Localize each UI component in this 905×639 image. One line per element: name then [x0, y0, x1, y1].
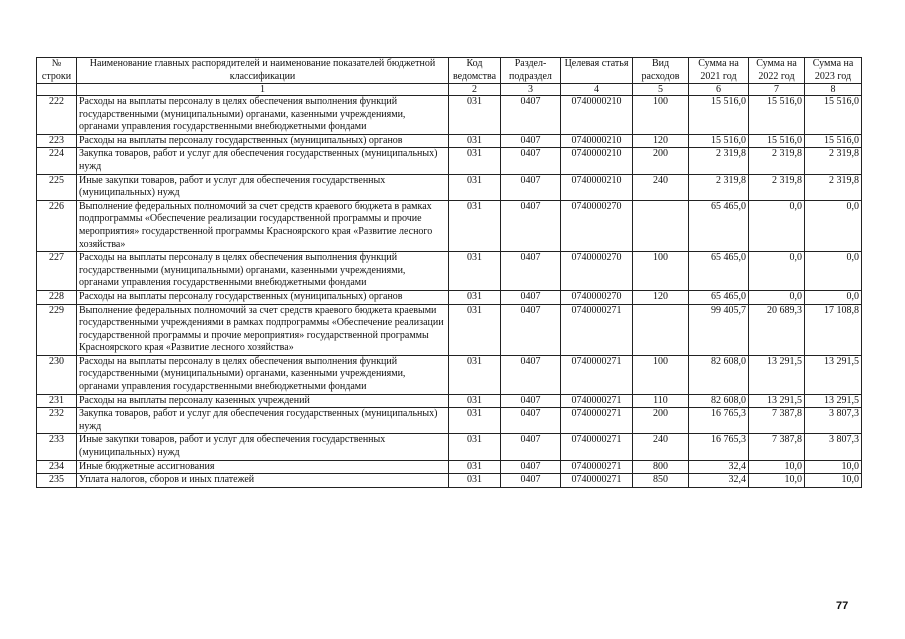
- dept-code-cell: 031: [449, 134, 501, 148]
- row-number-cell: 222: [37, 96, 77, 135]
- name-cell: Иные закупки товаров, работ и услуг для обеспечения государственных (муниципальных) нужд: [77, 434, 449, 460]
- expense-type-cell: 240: [633, 434, 689, 460]
- row-number-cell: 233: [37, 434, 77, 460]
- sum-2021-cell: 65 465,0: [689, 252, 749, 291]
- expense-type-cell: 200: [633, 408, 689, 434]
- column-number: 8: [805, 84, 862, 96]
- sum-2022-cell: 2 319,8: [749, 148, 805, 174]
- sum-2022-cell: 7 387,8: [749, 408, 805, 434]
- section-cell: 0407: [501, 174, 561, 200]
- expense-type-cell: 800: [633, 460, 689, 474]
- table-row: [37, 408, 862, 434]
- row-number-cell: 225: [37, 174, 77, 200]
- dept-code-cell: 031: [449, 460, 501, 474]
- dept-code-cell: 031: [449, 304, 501, 355]
- column-number-row: [37, 84, 862, 96]
- dept-code-cell: 031: [449, 252, 501, 291]
- column-number: [37, 84, 77, 96]
- sum-2021-cell: 16 765,3: [689, 408, 749, 434]
- row-number-cell: 231: [37, 394, 77, 408]
- column-number: 7: [749, 84, 805, 96]
- table-row: [37, 304, 862, 355]
- target-cell: 0740000271: [561, 474, 633, 488]
- dept-code-cell: 031: [449, 434, 501, 460]
- header-section: Раздел-подраздел: [501, 58, 561, 84]
- sum-2022-cell: 15 516,0: [749, 96, 805, 135]
- sum-2022-cell: 13 291,5: [749, 355, 805, 394]
- table-row: [37, 148, 862, 174]
- table-row: [37, 460, 862, 474]
- dept-code-cell: 031: [449, 394, 501, 408]
- sum-2021-cell: 99 405,7: [689, 304, 749, 355]
- target-cell: 0740000210: [561, 148, 633, 174]
- sum-2023-cell: 17 108,8: [805, 304, 862, 355]
- section-cell: 0407: [501, 460, 561, 474]
- section-cell: 0407: [501, 304, 561, 355]
- sum-2023-cell: 10,0: [805, 474, 862, 488]
- section-cell: 0407: [501, 408, 561, 434]
- table-row: [37, 134, 862, 148]
- column-number: 2: [449, 84, 501, 96]
- sum-2023-cell: 15 516,0: [805, 96, 862, 135]
- expense-type-cell: [633, 304, 689, 355]
- sum-2023-cell: 2 319,8: [805, 148, 862, 174]
- dept-code-cell: 031: [449, 96, 501, 135]
- sum-2022-cell: 0,0: [749, 252, 805, 291]
- expense-type-cell: 100: [633, 355, 689, 394]
- row-number-cell: 223: [37, 134, 77, 148]
- row-number-cell: 234: [37, 460, 77, 474]
- section-cell: 0407: [501, 148, 561, 174]
- expense-type-cell: 100: [633, 252, 689, 291]
- sum-2022-cell: 2 319,8: [749, 174, 805, 200]
- name-cell: Расходы на выплаты персоналу казенных учреждений: [77, 394, 449, 408]
- section-cell: 0407: [501, 96, 561, 135]
- table-row: [37, 252, 862, 291]
- row-number-cell: 232: [37, 408, 77, 434]
- table-row: [37, 474, 862, 488]
- name-cell: Расходы на выплаты персоналу в целях обеспечения выполнения функций государственными (муниципальными) органами, казенными учреждениями, органами управления государственными внебюджетными фондами: [77, 355, 449, 394]
- section-cell: 0407: [501, 434, 561, 460]
- expense-type-cell: 100: [633, 96, 689, 135]
- sum-2023-cell: 13 291,5: [805, 394, 862, 408]
- header-sum-2022: Сумма на 2022 год: [749, 58, 805, 84]
- name-cell: Закупка товаров, работ и услуг для обеспечения государственных (муниципальных) нужд: [77, 408, 449, 434]
- target-cell: 0740000270: [561, 252, 633, 291]
- column-number: 3: [501, 84, 561, 96]
- sum-2021-cell: 82 608,0: [689, 394, 749, 408]
- sum-2023-cell: 3 807,3: [805, 434, 862, 460]
- row-number-cell: 235: [37, 474, 77, 488]
- dept-code-cell: 031: [449, 174, 501, 200]
- table-row: [37, 174, 862, 200]
- expense-type-cell: 240: [633, 174, 689, 200]
- sum-2022-cell: 10,0: [749, 474, 805, 488]
- sum-2021-cell: 2 319,8: [689, 174, 749, 200]
- section-cell: 0407: [501, 290, 561, 304]
- row-number-cell: 226: [37, 200, 77, 251]
- name-cell: Выполнение федеральных полномочий за счет средств краевого бюджета краевыми государственными учреждениями в рамках подпрограммы «Обеспечение реализации государственной программы и прочие мероприятия» государственной программы Красноярского края «Развитие лесного хозяйства»: [77, 304, 449, 355]
- name-cell: Уплата налогов, сборов и иных платежей: [77, 474, 449, 488]
- sum-2021-cell: 32,4: [689, 460, 749, 474]
- sum-2023-cell: 10,0: [805, 460, 862, 474]
- name-cell: Выполнение федеральных полномочий за счет средств краевого бюджета в рамках подпрограммы «Обеспечение реализации государственной программы и прочие мероприятия» государственной программы Красноярского края «Развитие лесного хозяйства»: [77, 200, 449, 251]
- table-row: [37, 434, 862, 460]
- section-cell: 0407: [501, 394, 561, 408]
- target-cell: 0740000210: [561, 134, 633, 148]
- sum-2023-cell: 13 291,5: [805, 355, 862, 394]
- dept-code-cell: 031: [449, 148, 501, 174]
- column-number: 6: [689, 84, 749, 96]
- dept-code-cell: 031: [449, 290, 501, 304]
- sum-2022-cell: 10,0: [749, 460, 805, 474]
- name-cell: Расходы на выплаты персоналу государственных (муниципальных) органов: [77, 134, 449, 148]
- name-cell: Расходы на выплаты персоналу в целях обеспечения выполнения функций государственными (муниципальными) органами, казенными учреждениями, органами управления государственными внебюджетными фондами: [77, 96, 449, 135]
- sum-2021-cell: 65 465,0: [689, 200, 749, 251]
- sum-2023-cell: 0,0: [805, 200, 862, 251]
- sum-2021-cell: 32,4: [689, 474, 749, 488]
- column-number: 4: [561, 84, 633, 96]
- dept-code-cell: 031: [449, 474, 501, 488]
- target-cell: 0740000271: [561, 460, 633, 474]
- sum-2023-cell: 2 319,8: [805, 174, 862, 200]
- target-cell: 0740000270: [561, 200, 633, 251]
- target-cell: 0740000270: [561, 290, 633, 304]
- table-row: [37, 355, 862, 394]
- row-number-cell: 224: [37, 148, 77, 174]
- name-cell: Закупка товаров, работ и услуг для обеспечения государственных (муниципальных) нужд: [77, 148, 449, 174]
- sum-2021-cell: 2 319,8: [689, 148, 749, 174]
- expense-type-cell: 110: [633, 394, 689, 408]
- header-dept-code: Код ведомства: [449, 58, 501, 84]
- sum-2022-cell: 7 387,8: [749, 434, 805, 460]
- expense-type-cell: 850: [633, 474, 689, 488]
- sum-2022-cell: 15 516,0: [749, 134, 805, 148]
- column-number: 5: [633, 84, 689, 96]
- header-expense-type: Вид расходов: [633, 58, 689, 84]
- section-cell: 0407: [501, 134, 561, 148]
- section-cell: 0407: [501, 200, 561, 251]
- expense-type-cell: 120: [633, 134, 689, 148]
- sum-2021-cell: 82 608,0: [689, 355, 749, 394]
- target-cell: 0740000210: [561, 174, 633, 200]
- table-row: [37, 200, 862, 251]
- header-row: [37, 58, 862, 84]
- sum-2022-cell: 0,0: [749, 200, 805, 251]
- sum-2021-cell: 15 516,0: [689, 96, 749, 135]
- section-cell: 0407: [501, 474, 561, 488]
- dept-code-cell: 031: [449, 200, 501, 251]
- sum-2021-cell: 65 465,0: [689, 290, 749, 304]
- header-target: Целевая статья: [561, 58, 633, 84]
- dept-code-cell: 031: [449, 355, 501, 394]
- dept-code-cell: 031: [449, 408, 501, 434]
- sum-2021-cell: 16 765,3: [689, 434, 749, 460]
- row-number-cell: 228: [37, 290, 77, 304]
- target-cell: 0740000271: [561, 355, 633, 394]
- header-sum-2021: Сумма на 2021 год: [689, 58, 749, 84]
- expense-type-cell: 200: [633, 148, 689, 174]
- sum-2023-cell: 3 807,3: [805, 408, 862, 434]
- sum-2023-cell: 0,0: [805, 290, 862, 304]
- sum-2023-cell: 15 516,0: [805, 134, 862, 148]
- target-cell: 0740000271: [561, 394, 633, 408]
- table-row: [37, 290, 862, 304]
- table-row: [37, 96, 862, 135]
- name-cell: Расходы на выплаты персоналу государственных (муниципальных) органов: [77, 290, 449, 304]
- header-row-no: № строки: [37, 58, 77, 84]
- target-cell: 0740000210: [561, 96, 633, 135]
- sum-2022-cell: 0,0: [749, 290, 805, 304]
- section-cell: 0407: [501, 252, 561, 291]
- header-sum-2023: Сумма на 2023 год: [805, 58, 862, 84]
- name-cell: Иные закупки товаров, работ и услуг для обеспечения государственных (муниципальных) нужд: [77, 174, 449, 200]
- target-cell: 0740000271: [561, 408, 633, 434]
- target-cell: 0740000271: [561, 304, 633, 355]
- header-name: Наименование главных распорядителей и наименование показателей бюджетной классификации: [77, 58, 449, 84]
- sum-2022-cell: 20 689,3: [749, 304, 805, 355]
- budget-table: [36, 57, 862, 488]
- section-cell: 0407: [501, 355, 561, 394]
- expense-type-cell: [633, 200, 689, 251]
- page-number: 77: [836, 600, 849, 612]
- row-number-cell: 227: [37, 252, 77, 291]
- column-number: 1: [77, 84, 449, 96]
- target-cell: 0740000271: [561, 434, 633, 460]
- sum-2023-cell: 0,0: [805, 252, 862, 291]
- table-row: [37, 394, 862, 408]
- name-cell: Иные бюджетные ассигнования: [77, 460, 449, 474]
- sum-2021-cell: 15 516,0: [689, 134, 749, 148]
- expense-type-cell: 120: [633, 290, 689, 304]
- row-number-cell: 230: [37, 355, 77, 394]
- row-number-cell: 229: [37, 304, 77, 355]
- sum-2022-cell: 13 291,5: [749, 394, 805, 408]
- name-cell: Расходы на выплаты персоналу в целях обеспечения выполнения функций государственными (муниципальными) органами, казенными учреждениями, органами управления государственными внебюджетными фондами: [77, 252, 449, 291]
